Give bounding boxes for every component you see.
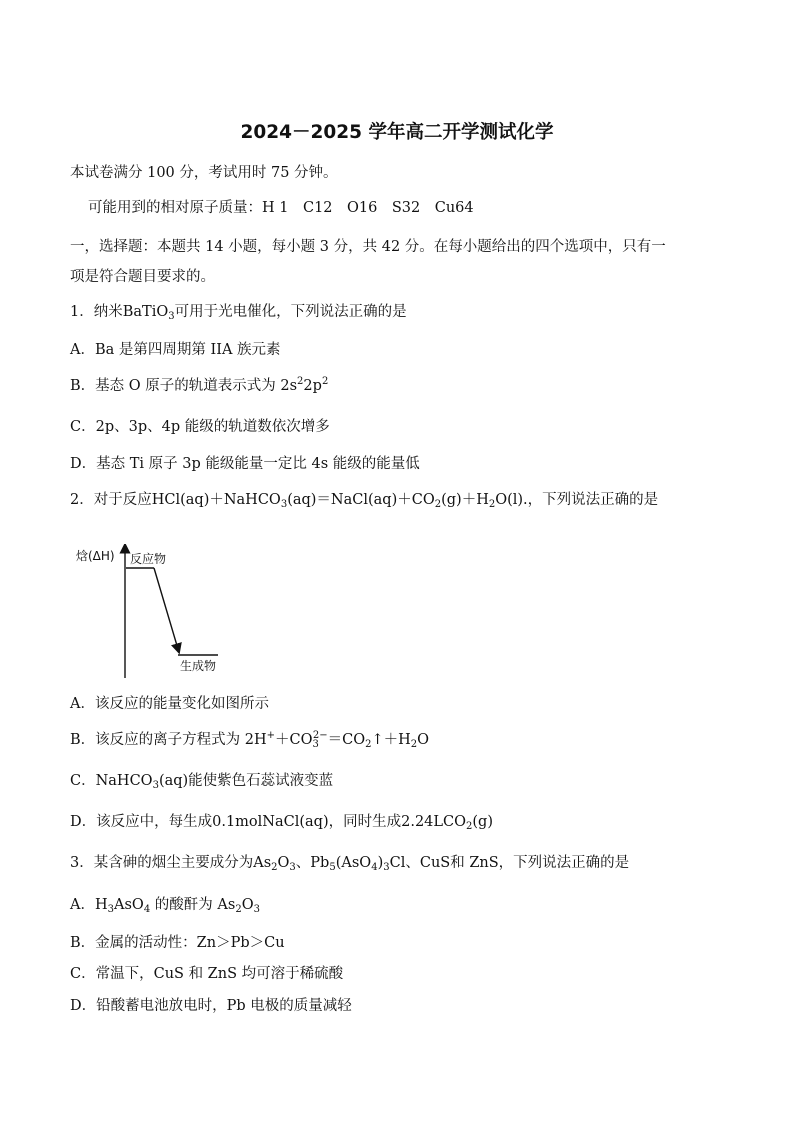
q2-option-a: A．该反应的能量变化如图所示 (70, 696, 269, 712)
page-title: 2024－2025 学年高二开学测试化学 (240, 122, 554, 143)
q3-option-a: A．$H_3AsO_4$ 的酸酐为 $As_2O_3$ (70, 897, 260, 915)
q3-stem: 3．某含砷的烟尘主要成分为$As_2O_3$、$Pb_5(AsO_4)_3Cl$、CuS和 ZnS，下列说法正确的是 (70, 855, 630, 873)
q1-option-c: C．2p、3p、4p 能级的轨道数依次增多 (70, 419, 330, 435)
q2-option-c: C．NaHCO$_3$(aq)能使紫色石蕊试液变蓝 (70, 773, 334, 791)
q3-option-b: B．金属的活动性：Zn＞Pb＞Cu (70, 935, 285, 951)
y-axis-label: 焓(ΔH) (76, 549, 115, 563)
q1-option-d: D．基态 Ti 原子 3p 能级能量一定比 4s 能级的能量低 (70, 456, 420, 472)
product-label: 生成物 (180, 659, 217, 673)
q3-option-d: D．铅酸蓄电池放电时，Pb 电极的质量减轻 (70, 998, 352, 1014)
reactant-label: 反应物 (130, 552, 167, 566)
q2-stem: 2．对于反应$HCl(aq)+NaHCO_3(aq)=NaCl(aq)+CO_2(g)+H_2O(l)$.，下列说法正确的是 (70, 492, 659, 510)
q1-stem: 1．纳米BaTiO$_3$可用于光电催化，下列说法正确的是 (70, 304, 407, 322)
section-heading-cont: 项是符合题目要求的。 (70, 269, 215, 285)
q1-option-b: B．基态 O 原子的轨道表示式为 $2s^22p^2$ (70, 376, 329, 394)
reaction-path (154, 568, 178, 649)
q2-option-d: D．该反应中，每生成0.1molNaCl(aq)，同时生成$2.24LCO_2(g)$ (70, 814, 493, 832)
section-heading: 一，选择题：本题共 14 小题，每小题 3 分，共 42 分。在每小题给出的四个选项中，只有一 (70, 239, 666, 255)
atomic-mass-note: 可能用到的相对原子质量：H 1 C12 O16 S32 Cu64 (88, 200, 474, 216)
enthalpy-diagram (74, 544, 234, 680)
q1-option-a: A．Ba 是第四周期第 IIA 族元素 (70, 342, 281, 358)
exam-intro: 本试卷满分 100 分，考试用时 75 分钟。 (70, 165, 338, 181)
q2-option-b: B．该反应的离子方程式为 $2H^++CO_3^{2-}=CO_2↑+H_2O$ (70, 730, 430, 750)
q3-option-c: C．常温下，CuS 和 ZnS 均可溶于稀硫酸 (70, 966, 344, 982)
